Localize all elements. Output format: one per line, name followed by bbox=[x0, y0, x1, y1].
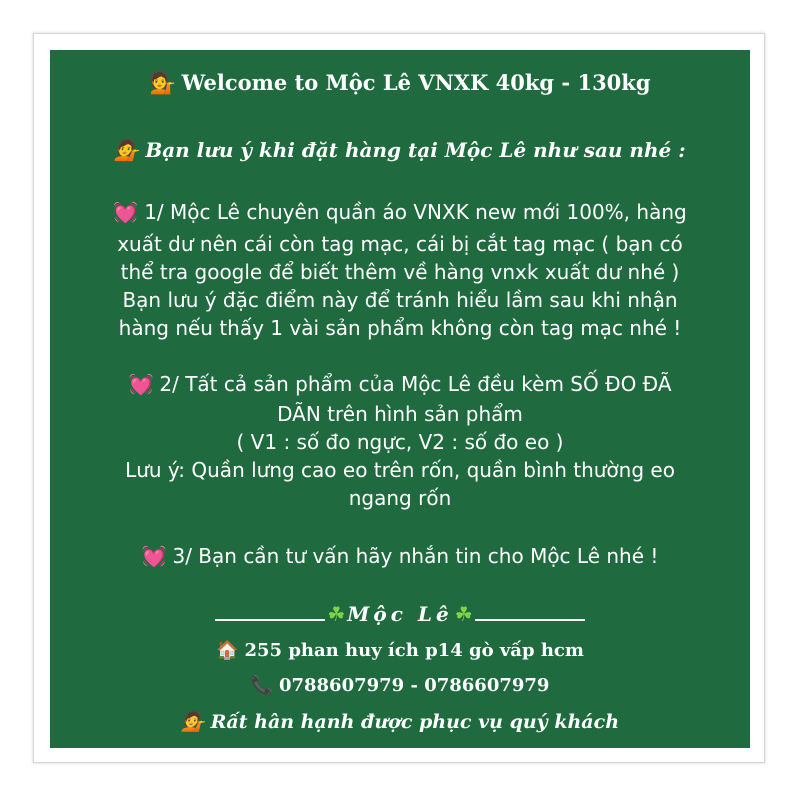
rule-1-line-4: Bạn lưu ý đặc điểm này để tránh hiểu lầm sau khi nhận bbox=[122, 288, 678, 312]
divider-left bbox=[215, 619, 325, 621]
rule-2-line-3: ( V1 : số đo ngực, V2 : số đo eo ) bbox=[236, 430, 564, 454]
information-desk-person-icon: 💁 bbox=[114, 138, 140, 162]
rule-2-line-4: Lưu ý: Quần lưng cao eo trên rốn, quần bình thường eo bbox=[125, 458, 675, 482]
rule-1-line-1: 💓 1/ Mộc Lê chuyên quần áo VNXK new mới 100%, hàng bbox=[113, 200, 687, 224]
rule-3-line-1: 💓 3/ Bạn cần tư vấn hãy nhắn tin cho Mộc Lê nhé ! bbox=[141, 544, 659, 568]
thanks-text: Rất hân hạnh được phục vụ quý khách bbox=[210, 711, 620, 733]
sparkling-heart-icon: 💓 bbox=[128, 372, 154, 396]
rule-1-line-2: xuất dư nên cái còn tag mạc, cái bị cắt tag mạc ( bạn có bbox=[117, 232, 683, 256]
thanks-line bbox=[50, 710, 750, 733]
rule-1-line-3: thể tra google để biết thêm về hàng vnxk xuất dư nhé ) bbox=[120, 260, 680, 284]
telephone-icon: 📞 bbox=[250, 675, 273, 696]
sparkling-heart-icon: 💓 bbox=[141, 544, 167, 568]
address-text: 255 phan huy ích p14 gò vấp hcm bbox=[244, 640, 584, 661]
shamrock-icon: ☘ bbox=[454, 602, 473, 626]
rule-2-line-1: 💓 2/ Tất cả sản phẩm của Mộc Lê đều kèm SỐ ĐO ĐÃ bbox=[128, 372, 672, 396]
rule-2-line-5: ngang rốn bbox=[348, 486, 452, 510]
house-icon: 🏠 bbox=[216, 640, 239, 661]
divider-right bbox=[475, 619, 585, 621]
welcome-text: Welcome to Mộc Lê VNXK 40kg - 130kg bbox=[181, 70, 651, 95]
phone-text: 0788607979 - 0786607979 bbox=[278, 675, 550, 696]
phone-line bbox=[50, 675, 750, 696]
address-line bbox=[50, 640, 750, 661]
signature-text: Mộc Lê bbox=[347, 602, 453, 626]
welcome-line bbox=[50, 70, 750, 96]
shamrock-icon: ☘ bbox=[327, 602, 346, 626]
info-panel bbox=[50, 50, 750, 748]
information-desk-person-icon: 💁 bbox=[149, 71, 176, 95]
sparkling-heart-icon: 💓 bbox=[113, 200, 139, 224]
order-note-line bbox=[50, 138, 750, 162]
signature-line bbox=[50, 602, 750, 627]
information-desk-person-icon: 💁 bbox=[180, 711, 205, 733]
rule-1-line-5: hàng nếu thấy 1 vài sản phẩm không còn tag mạc nhé ! bbox=[118, 316, 682, 340]
order-note-text: Bạn lưu ý khi đặt hàng tại Mộc Lê như sau nhé : bbox=[145, 138, 686, 162]
rule-2-line-2: DÃN trên hình sản phẩm bbox=[277, 402, 523, 426]
